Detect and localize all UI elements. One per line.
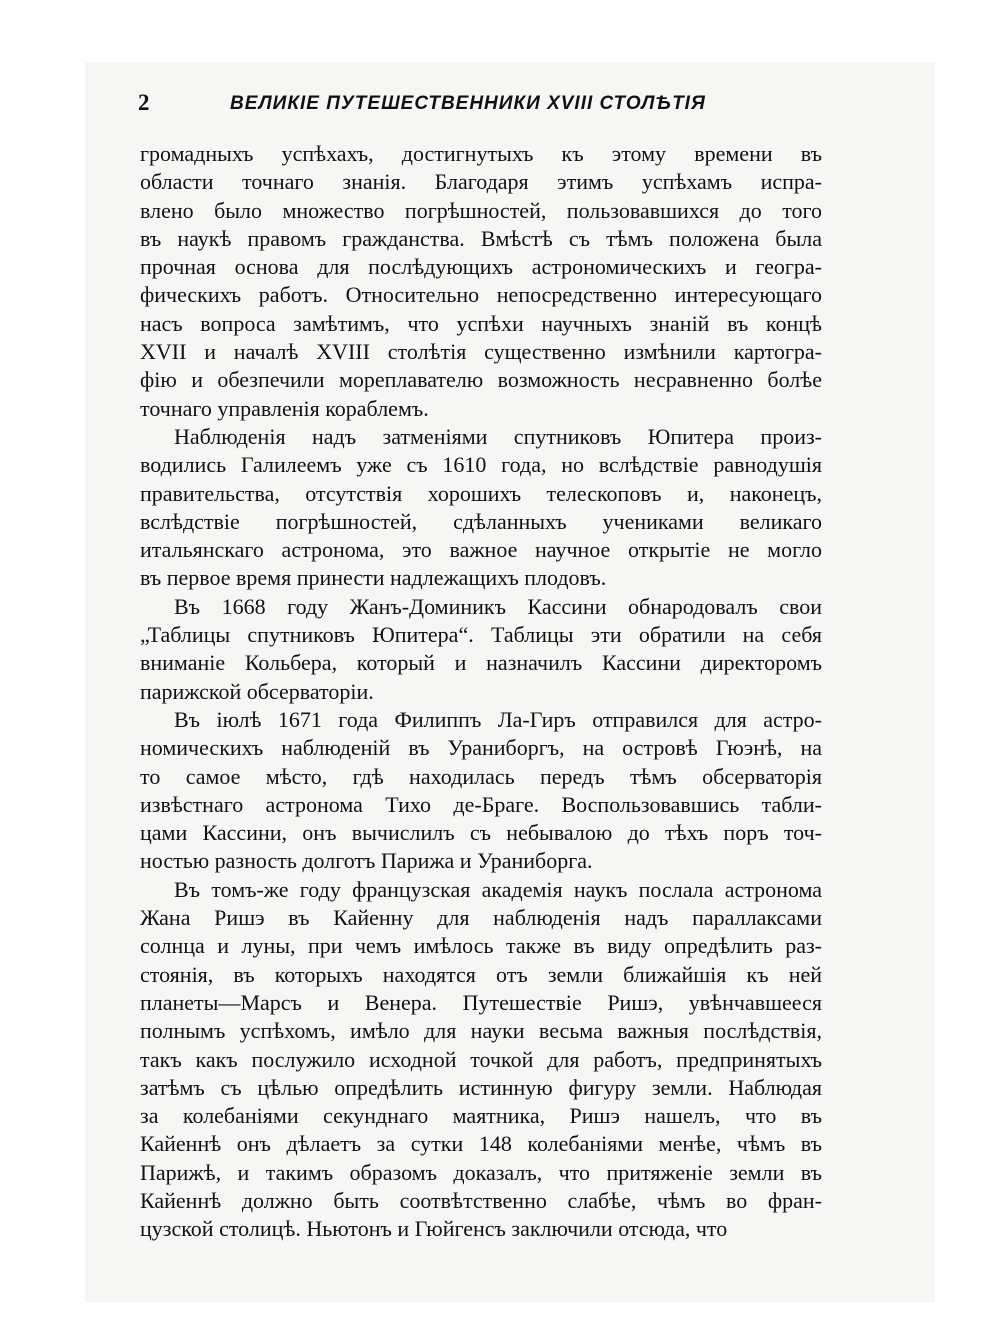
text-line: „Таблицы спутниковъ Юпитера“. Таблицы эти обратили на себя (140, 622, 822, 648)
text-line: въ наукѣ правомъ гражданства. Вмѣстѣ съ тѣмъ положена была (140, 225, 822, 251)
text-line: громадныхъ успѣхахъ, достигнутыхъ къ этому времени въ (140, 141, 822, 166)
running-title: ВЕЛИКІЕ ПУТЕШЕСТВЕННИКИ XVIII СТОЛѢТІЯ (230, 93, 706, 114)
text-line: солнца и луны, при чемъ имѣлось также въ виду опредѣлить раз- (140, 933, 822, 959)
text-line: фическихъ работъ. Относительно непосредственно интересующаго (140, 282, 822, 308)
text-line: то самое мѣсто, гдѣ находилась передъ тѣмъ обсерваторія (140, 763, 822, 789)
paragraph (140, 706, 822, 876)
text-line: правительства, отсутствія хорошихъ телескоповъ и, наконецъ, (140, 480, 822, 506)
text-line: планеты—Марсъ и Венера. Путешествіе Ришэ, увѣнчавшееся (140, 989, 822, 1015)
text-line: итальянскаго астронома, это важное научное открытіе не могло (140, 537, 822, 563)
body-text (140, 140, 822, 1244)
text-line: Кайеннѣ должно быть соотвѣтственно слабѣе, чѣмъ во фран- (140, 1187, 822, 1213)
text-line: извѣстнаго астронома Тихо де-Браге. Воспользовавшись табли- (140, 791, 822, 817)
text-line: затѣмъ съ цѣлью опредѣлить истинную фигуру земли. Наблюдая (140, 1074, 822, 1100)
text-line: за колебаніями секунднаго маятника, Ришэ нашелъ, что въ (140, 1103, 822, 1129)
text-line: вслѣдствіе погрѣшностей, сдѣланныхъ учениками великаго (140, 508, 822, 534)
text-line: вниманіе Кольбера, который и назначилъ Кассини директоромъ (140, 650, 822, 676)
text-line: стоянія, въ которыхъ находятся отъ земли ближайшія къ ней (140, 961, 822, 987)
text-line: цузской столицѣ. Ньютонъ и Гюйгенсъ заключили отсюда, что (140, 1216, 728, 1242)
text-line: Парижѣ, и такимъ образомъ доказалъ, что притяженіе земли въ (140, 1159, 822, 1185)
text-line: XVII и началѣ XVIII столѣтія существенно измѣнили картогра- (140, 339, 822, 365)
page-header (138, 90, 818, 120)
text-line: Въ іюлѣ 1671 года Филиппъ Ла-Гиръ отправился для астро- (174, 706, 822, 732)
text-line: Кайеннѣ онъ дѣлаетъ за сутки 148 колебаніями менѣе, чѣмъ въ (140, 1131, 822, 1157)
page-number: 2 (138, 90, 150, 115)
text-line: номическихъ наблюденій въ Ураниборгъ, на островѣ Гюэнѣ, на (140, 735, 822, 761)
text-line: влено было множество погрѣшностей, пользовавшихся до того (140, 197, 822, 223)
text-line: Въ 1668 году Жанъ-Доминикъ Кассини обнародовалъ свои (174, 593, 822, 619)
text-line: цами Кассини, онъ вычислилъ съ небывалою до тѣхъ поръ точ- (140, 820, 822, 846)
text-line: такъ какъ послужило исходной точкой для работъ, предпринятыхъ (140, 1046, 822, 1072)
paragraph (140, 140, 822, 423)
text-line: насъ вопроса замѣтимъ, что успѣхи научныхъ знаній въ концѣ (140, 310, 822, 336)
text-line: полнымъ успѣхомъ, имѣло для науки весьма важныя послѣдствія, (140, 1018, 822, 1044)
text-line: водились Галилеемъ уже съ 1610 года, но вслѣдствіе равнодушія (140, 452, 822, 478)
text-line: области точнаго знанія. Благодаря этимъ успѣхамъ испра- (140, 169, 822, 195)
text-line: точнаго управленія кораблемъ. (140, 395, 429, 421)
text-line: ностью разность долготъ Парижа и Ураниборга. (140, 848, 593, 874)
text-line: прочная основа для послѣдующихъ астрономическихъ и геогра- (140, 254, 822, 280)
paragraph (140, 876, 822, 1244)
text-line: Въ томъ-же году французская академія наукъ послала астронома (174, 876, 822, 902)
text-line: въ первое время принести надлежащихъ плодовъ. (140, 565, 607, 591)
paragraph (140, 423, 822, 593)
text-line: фію и обезпечили мореплавателю возможность несравненно болѣе (140, 367, 822, 393)
paragraph (140, 593, 822, 706)
text-line: парижской обсерваторіи. (140, 678, 374, 704)
text-line: Жана Ришэ въ Кайенну для наблюденія надъ параллаксами (140, 905, 822, 931)
text-line: Наблюденія надъ затменіями спутниковъ Юпитера произ- (174, 423, 822, 449)
